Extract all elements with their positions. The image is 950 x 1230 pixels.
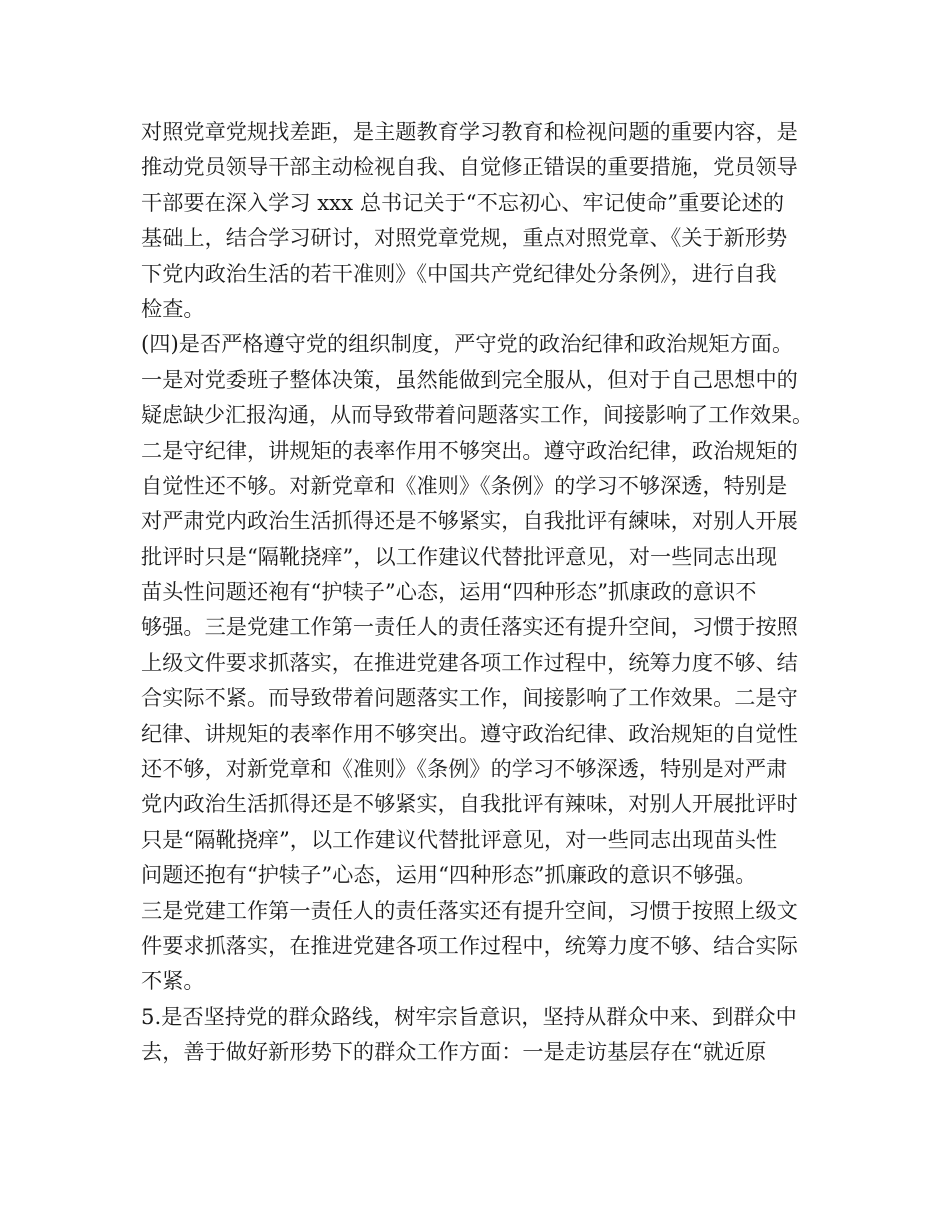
text-line: 不紧。 — [141, 968, 205, 994]
text-line: 只是“隔靴挠痒”，以工作建议代替批评意见，对一些同志出现苗头性 — [141, 826, 778, 852]
text-line: 推动党员领导干部主动检视自我、自觉修正错误的重要措施，党员领导 — [141, 154, 798, 180]
text-line: 二是守纪律，讲规矩的表率作用不够突出。遵守政治纪律，政治规矩的 — [141, 437, 798, 463]
text-line: 去，善于做好新形势下的群众工作方面：一是走访基层存在“就近原 — [141, 1039, 767, 1065]
section-heading-line: 5.是否坚持党的群众路线，树牢宗旨意识，坚持从群众中来、到群众中 — [141, 1003, 797, 1029]
text-line: 对照党章党规找差距，是主题教育学习教育和检视问题的重要内容，是 — [141, 119, 798, 144]
text-line: 问题还抱有“护犊子”心态，运用“四种形态”抓廉政的意识不够强。 — [141, 862, 757, 888]
text-line: 上级文件要求抓落实，在推进党建各项工作过程中，统筹力度不够、结 — [141, 649, 798, 675]
text-line: 基础上，结合学习研讨，对照党章党规，重点对照党章、《关于新形势 — [141, 225, 788, 251]
text-line: 下党内政治生活的若干准则》《中国共产党纪律处分条例》，进行自我 — [141, 260, 777, 286]
section-heading-line: (四)是否严格遵守党的组织制度，严守党的政治纪律和政治规矩方面。 — [141, 331, 794, 357]
text-line: 一是对党委班子整体决策，虽然能做到完全服从，但对于自己思想中的 — [141, 366, 798, 392]
text-line: 自觉性还不够。对新党章和《准则》《条例》的学习不够深透，特别是 — [141, 472, 788, 498]
text-line: 合实际不紧。而导致带着问题落实工作，间接影响了工作效果。二是守 — [141, 685, 798, 711]
text-line: 检查。 — [141, 295, 205, 321]
text-line: 党内政治生活抓得还是不够紧实，自我批评有辣味，对别人开展批评时 — [141, 791, 798, 817]
text-line: 对严肃党内政治生活抓得还是不够紧实，自我批评有練味，对别人开展 — [141, 508, 798, 534]
text-line: 三是党建工作第一责任人的责任落实还有提升空间，习惯于按照上级文 — [141, 897, 798, 923]
text-line: 够强。三是党建工作第一责任人的责任落实还有提升空间，习惯于按照 — [141, 614, 798, 640]
text-line: 批评时只是“隔靴挠痒”，以工作建议代替批评意见，对一些同志出现 — [141, 543, 778, 569]
text-line: 疑虑缺少汇报沟通，从而导致带着问题落实工作，间接影响了工作效果。 — [141, 402, 814, 428]
text-line: 件要求抓落实，在推进党建各项工作过程中，统筹力度不够、结合实际 — [141, 932, 798, 958]
text-line: 纪律、讲规矩的表率作用不够突出。遵守政治纪律、政治规矩的自觉性 — [141, 720, 798, 746]
text-line: 苗头性问题还袍有“护犊子”心态，运用“四种形态”抓康政的意识不 — [141, 579, 757, 605]
text-line: 干部要在深入学习 xxx 总书记关于“不忘初心、牢记使命”重要论述的 — [141, 189, 785, 215]
document-body — [141, 114, 813, 1070]
text-line: 还不够，对新党章和《准则》《条例》的学习不够深透，特别是对严肃 — [141, 756, 788, 782]
